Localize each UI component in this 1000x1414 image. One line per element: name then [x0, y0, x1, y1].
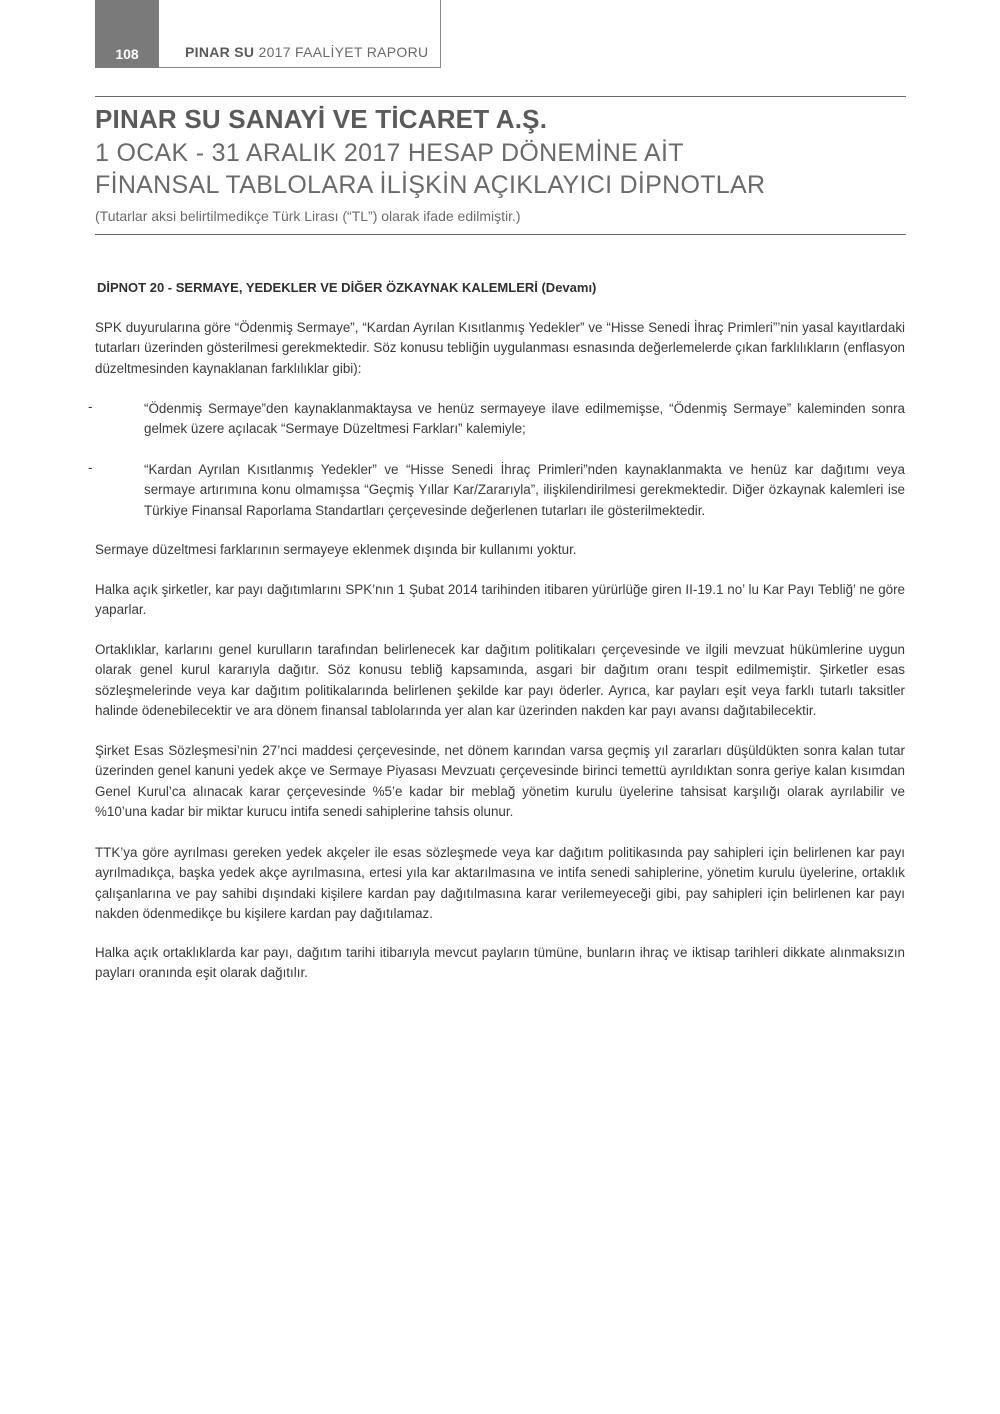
bullet-marker: -: [88, 460, 93, 475]
paragraph: TTK’ya göre ayrılması gereken yedek akçeler ile esas sözleşmede veya kar dağıtım politikasında pay sahipleri için belirlenen kar payı ayrılmadıkça, başka yedek akçe ayrılmasına, ertesi yıla kar aktarılmasına ve intifa senedi sahiplerine, yönetim kurulu üyelerine, ortaklık çalışanlarına ve pay sahibi dışındaki kişilere kardan pay dağıtılmasına karar verilemeyeceği gibi, pay sahipleri için belirlenen kar payı nakden ödenmedikçe bu kişilere kardan pay dağıtılamaz.: [95, 845, 905, 921]
paragraph: Halka açık ortaklıklarda kar payı, dağıtım tarihi itibarıyla mevcut payların tümüne, bunların ihraç ve iktisap tarihleri dikkate alınmaksızın payları oranında eşit olarak dağıtılır.: [95, 945, 905, 981]
statements-title: FİNANSAL TABLOLARA İLİŞKİN AÇIKLAYICI DİPNOTLAR: [95, 171, 766, 199]
currency-note: (Tutarlar aksi belirtilmedikçe Türk Lirası (“TL”) olarak ifade edilmiştir.): [95, 208, 521, 224]
page-number: 108: [95, 0, 159, 68]
paragraph: Halka açık şirketler, kar payı dağıtımlarını SPK’nın 1 Şubat 2014 tarihinden itibaren yürürlüğe giren II-19.1 no’ lu Kar Payı Tebliğ’ ne göre yaparlar.: [95, 582, 905, 618]
paragraph: Şirket Esas Sözleşmesi’nin 27’nci maddesi çerçevesinde, net dönem karından varsa geçmiş yıl zararları düşüldükten sonra kalan tutar üzerinden genel kanuni yedek akçe ve Sermaye Piyasası Mevzuatı çerçevesinde birinci temettü ayrıldıktan sonra geriye kalan kısımdan Genel Kurul’ca alınacak karar çerçevesinde %5’e kadar bir meblağ yönetim kurulu üyelerine tahsisat karşılığı olarak ayrılabilir ve %10’una kadar bir miktar kurucu intifa senedi sahiplerine tahsis olunur.: [95, 743, 905, 819]
paragraph: Ortaklıklar, karlarını genel kurulların tarafından belirlenecek kar dağıtım politikaları çerçevesinde ve ilgili mevzuat hükümlerine uygun olarak genel kurul kararıyla dağıtır. Söz konusu tebliğ kapsamında, asgari bir dağıtım oranı tespit edilmemiştir. Şirketler esas sözleşmelerinde veya kar dağıtım politikalarında belirlenen şekilde kar payı öderler. Ayrıca, kar payları eşit veya farklı tutarlı taksitler halinde ödenebilecektir ve ara dönem finansal tablolarında yer alan kar üzerinden nakden kar payı avansı dağıtabilecektir.: [95, 642, 905, 718]
section-heading: DİPNOT 20 - SERMAYE, YEDEKLER VE DİĞER ÖZKAYNAK KALEMLERİ (Devamı): [97, 280, 597, 295]
report-title: [185, 44, 428, 60]
report-brand: PINAR SU: [185, 44, 255, 60]
bullet-item: “Kardan Ayrılan Kısıtlanmış Yedekler” ve “Hisse Senedi İhraç Primleri”nden kaynaklanmakta ve henüz kar dağıtımı veya sermaye artırımına konu olmamışsa “Geçmiş Yıllar Kar/Zararıyla”, ilişkilendirilmesi gerekmektedir. Diğer özkaynak kalemleri ise Türkiye Finansal Raporlama Standartları çerçevesinde değerlenen tutarları ile gösterilmektedir.: [144, 462, 905, 518]
title-divider: [95, 234, 906, 235]
bullet-item: “Ödenmiş Sermaye”den kaynaklanmaktaysa ve henüz sermayeye ilave edilmemişse, “Ödenmiş Sermaye” kaleminden sonra gelmek üzere açılacak “Sermaye Düzeltmesi Farkları” kalemiyle;: [144, 401, 905, 437]
report-title-rest: 2017 FAALİYET RAPORU: [254, 44, 429, 60]
top-divider: [95, 96, 906, 97]
bullet-marker: -: [88, 399, 93, 414]
intro-paragraph: SPK duyurularına göre “Ödenmiş Sermaye”, “Kardan Ayrılan Kısıtlanmış Yedekler” ve “Hisse Senedi İhraç Primleri”’nin yasal kayıtlardaki tutarları üzerinden gösterilmesi gerekmektedir. Söz konusu tebliğin uygulanması esnasında değerlemelerde çıkan farklılıkların (enflasyon düzeltmesinden kaynaklanan farklılıklar gibi):: [95, 320, 905, 376]
company-name: PINAR SU SANAYİ VE TİCARET A.Ş.: [95, 104, 548, 134]
paragraph: Sermaye düzeltmesi farklarının sermayeye eklenmek dışında bir kullanımı yoktur.: [95, 542, 577, 557]
period-title: 1 OCAK - 31 ARALIK 2017 HESAP DÖNEMİNE AİT: [95, 139, 684, 167]
